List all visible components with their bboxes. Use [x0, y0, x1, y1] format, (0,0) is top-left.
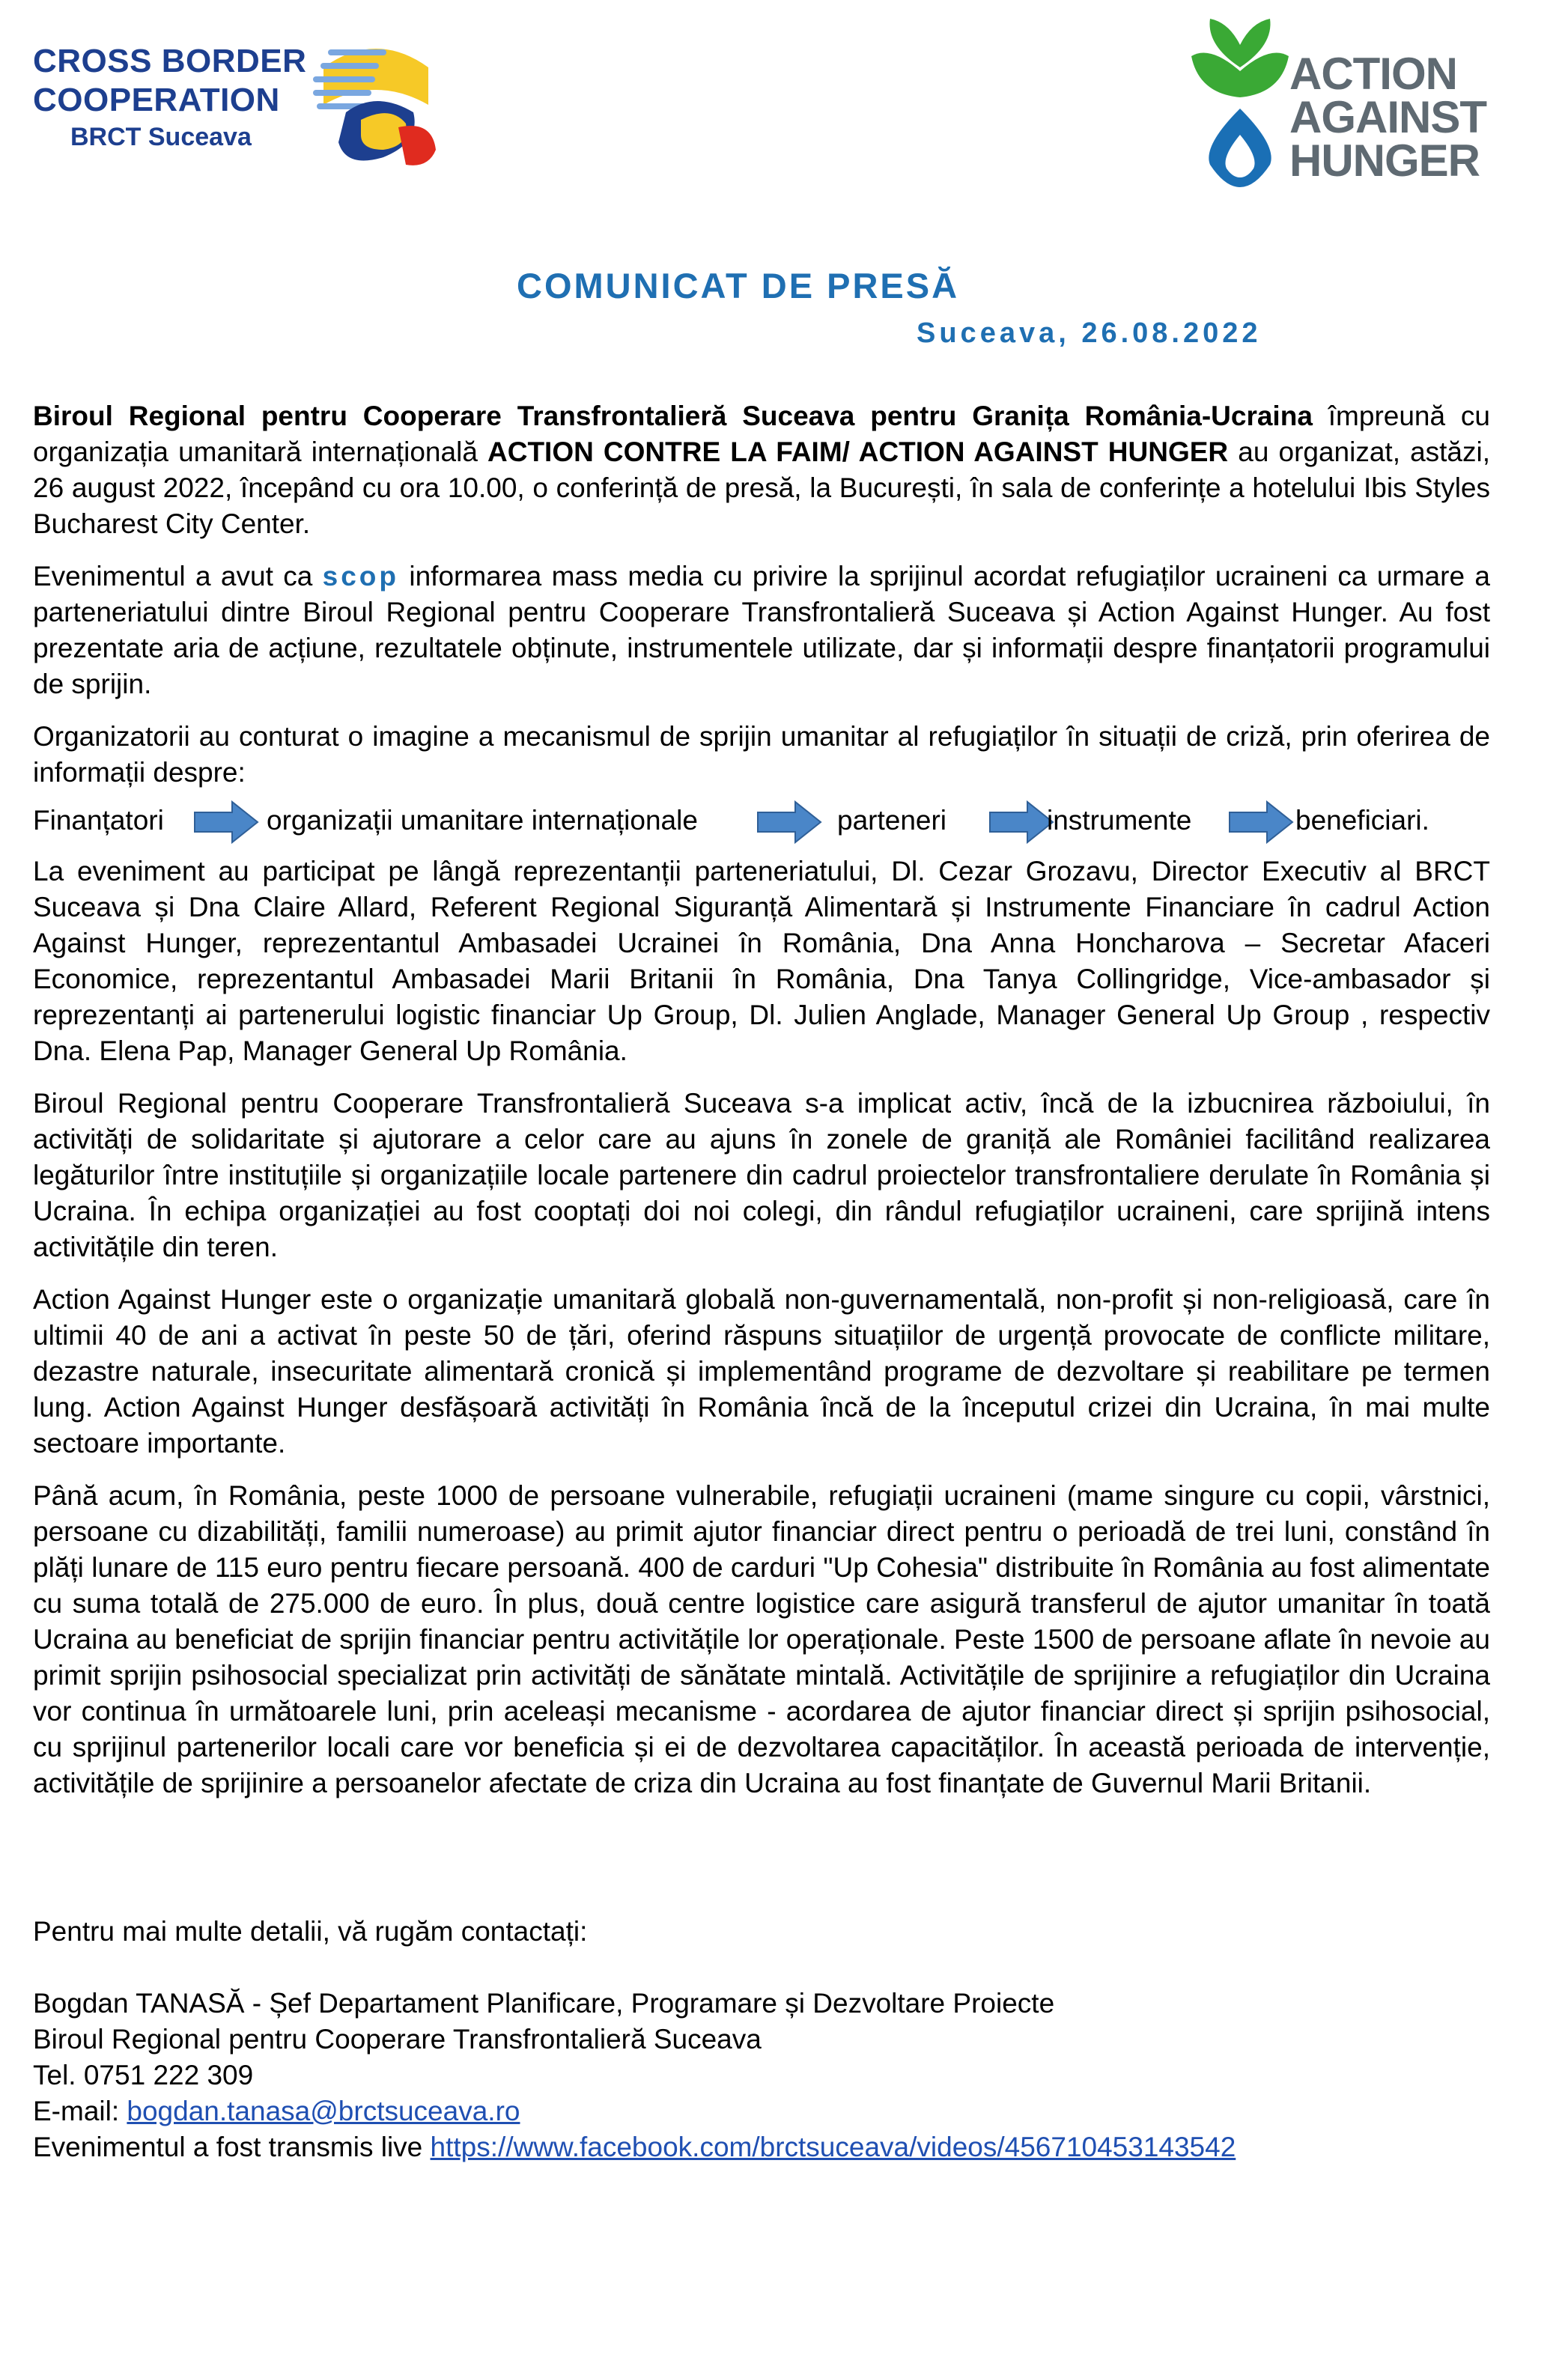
p2-text-b: informarea mass media cu privire la sprijinul acordat refugiaților ucraineni ca urmare a parteneriatului dintre Biroul Regional pentru Cooperare Transfrontalieră Suceava și Action Against Hunger. Au fost prezentate aria de acțiune, rezultatele obținute, instrumentele utilizate, dar și informații despre finanțatorii programului de sprijin.: [33, 561, 1490, 699]
aah-line-3: HUNGER: [1289, 136, 1480, 186]
p2-highlight: scop: [322, 561, 400, 591]
aah-line-1: ACTION: [1289, 49, 1457, 99]
facebook-video-link[interactable]: https://www.facebook.com/brctsuceava/videos/456710453143542: [430, 2132, 1236, 2162]
logo-line-2: COOPERATION: [33, 82, 280, 118]
arrow-right-icon: [193, 800, 259, 845]
paragraph-7: Până acum, în România, peste 1000 de persoane vulnerabile, refugiații ucraineni (mame singure cu copii, vârstnici, persoane cu dizabilități, familii numeroase) au primit ajutor financiar direct pentru o perioadă de trei luni, constând în plăți lunare de 115 euro pentru fiecare persoană. 400 de carduri "Up Cohesia" distribuite în România au fost alimentate cu suma totală de 275.000 de euro. În plus, două centre logistice care asigură transferul de ajutor umanitar în toată Ucraina au beneficiat de sprijin financiar pentru activitățile lor operaționale. Peste 1500 de persoane aflate în nevoie au primit sprijin psihosocial specializat prin activități de sănătate mintală. Activitățile de sprijinire a refugiaților din Ucraina vor continua în următoarele luni, prin aceleași mecanisme - acordarea de ajutor financiar direct și sprijin psihosocial, cu sprijinul partenerilor locali care vor beneficia și ei de dezvoltarea capacităților. În această perioada de intervenție, activitățile de sprijinire a persoanelor afectate de criza din Ucraina au fost finanțate de Guvernul Marii Britanii.: [33, 1480, 1490, 1798]
p1-bold-b: ACTION CONTRE LA FAIM/ ACTION AGAINST HUNGER: [487, 437, 1229, 467]
arrow-right-icon: [756, 800, 822, 845]
document-body: [33, 398, 1490, 1818]
cbc-emblem-icon: [301, 37, 451, 172]
logo-line-1: CROSS BORDER: [33, 43, 307, 79]
logo-line-3: BRCT Suceava: [70, 123, 252, 151]
p1-text-b: au organizat, astăzi, 26 august 2022, începând cu ora 10.00, o conferință de presă, la București, în sala de conferințe a hotelului Ibis Styles Bucharest City Center.: [33, 437, 1491, 539]
paragraph-5: Biroul Regional pentru Cooperare Transfrontalieră Suceava s-a implicat activ, încă de la izbucnirea războiului, în activități de solidaritate și ajutorare a celor care au ajuns în zonele de graniță ale României facilitând realizarea legăturilor între instituțiile și organizațiile locale partenere din cadrul proiectelor transfrontaliere derulate în România și Ucraina. În echipa organizației au fost cooptați doi noi colegi, din rândul refugiaților ucraineni, care sprijină intens activitățile din teren.: [33, 1088, 1490, 1262]
leaf-drop-icon: [1188, 15, 1292, 187]
contact-organization: Biroul Regional pentru Cooperare Transfrontalieră Suceava: [33, 2024, 762, 2055]
p1-bold-a: Biroul Regional pentru Cooperare Transfrontalieră Suceava pentru Granița România-Ucraina: [33, 401, 1313, 431]
process-flow: [33, 794, 1490, 849]
email-link[interactable]: bogdan.tanasa@brctsuceava.ro: [127, 2096, 520, 2126]
paragraph-2: [33, 559, 1490, 702]
flow-step-1: Finanțatori: [33, 805, 164, 836]
paragraph-4: La eveniment au participat pe lângă reprezentanții parteneriatului, Dl. Cezar Grozavu, Director Executiv al BRCT Suceava și Dna Claire Allard, Referent Regional Siguranță Alimentară și Instrumente Financiare în cadrul Action Against Hunger, reprezentantul Ambasadei Ucrainei în România, Dna Anna Honcharova – Secretar Afaceri Economice, reprezentantul Ambasadei Marii Britanii în România, Dna Tanya Collingridge, Vice-ambasador și reprezentanți ai partenerului logistic financiar Up Group, Dl. Julien Anglade, Manager General Up Group , respectiv Dna. Elena Pap, Manager General Up România.: [33, 856, 1490, 1066]
cross-border-cooperation-logo: [33, 37, 452, 180]
contact-live-row: [33, 2129, 1236, 2165]
paragraph-6: Action Against Hunger este o organizație umanitară globală non-guvernamentală, non-profit și non-religioasă, care în ultimii 40 de ani a activat în peste 50 de țări, oferind răspuns situațiilor de urgență provocate de conflicte militare, dezastre naturale, insecuritate alimentară cronică și implementând programe de dezvoltare și reabilitare pe termen lung. Action Against Hunger desfășoară activități în România încă de la începutul crizei din Ucraina, în mai multe sectoare importante.: [33, 1284, 1490, 1459]
live-label: Evenimentul a fost transmis live: [33, 2132, 431, 2162]
flow-step-2: organizații umanitare internaționale: [267, 805, 698, 836]
release-date: Suceava, 26.08.2022: [917, 317, 1262, 349]
page-title: COMUNICAT DE PRESĂ: [517, 266, 960, 305]
contact-intro: Pentru mai multe detalii, vă rugăm contactați:: [33, 1916, 588, 1947]
contact-block: [33, 1914, 1236, 2165]
p2-text-a: Evenimentul a avut ca: [33, 561, 323, 591]
paragraph-1: [33, 398, 1490, 542]
contact-name: Bogdan TANASĂ - Șef Departament Planificare, Programare și Dezvoltare Proiecte: [33, 1988, 1055, 2019]
flow-step-4: instrumente: [1047, 805, 1192, 836]
p1-text-a: împreună cu organizația umanitară internațională: [33, 401, 1491, 467]
flow-step-5: beneficiari.: [1295, 805, 1429, 836]
email-label: E-mail:: [33, 2096, 127, 2126]
arrow-right-icon: [1228, 800, 1294, 845]
paragraph-3: Organizatorii au conturat o imagine a mecanismul de sprijin umanitar al refugiaților în situații de criză, prin oferirea de informații despre:: [33, 721, 1490, 788]
aah-line-2: AGAINST: [1289, 92, 1486, 142]
flow-step-3: parteneri: [837, 805, 947, 836]
contact-email-row: [33, 2093, 1236, 2129]
contact-phone: Tel. 0751 222 309: [33, 2060, 254, 2090]
action-against-hunger-logo: [1188, 15, 1510, 187]
arrow-right-icon: [988, 800, 1054, 845]
